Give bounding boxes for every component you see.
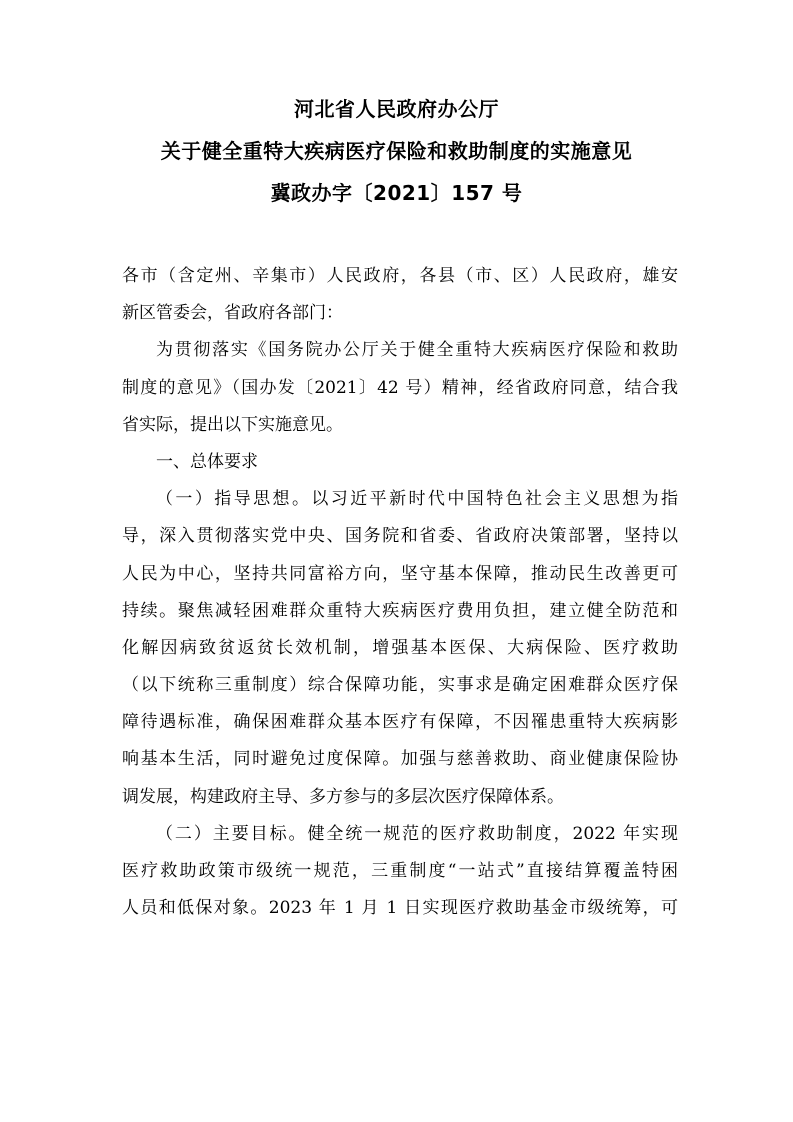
issuer-title: 河北省人民政府办公厅: [294, 97, 499, 121]
preamble-paragraph: [122, 332, 678, 444]
guiding-ideology-paragraph: [122, 481, 678, 816]
document-title-block: [0, 92, 793, 218]
paragraph-line: 新区管委会，省政府各部门：: [122, 303, 343, 324]
paragraph-line: 制度的意见》（国办发〔2021〕42 号）精神，经省政府同意，结合我: [122, 377, 678, 398]
paragraph-line: 省实际，提出以下实施意见。: [122, 414, 343, 435]
addressee-paragraph: [122, 258, 678, 332]
paragraph-line: （以下统称三重制度）综合保障功能，实事求是确定困难群众医疗保: [122, 675, 678, 696]
main-goals-paragraph: [122, 816, 678, 928]
paragraph-line: 为贯彻落实《国务院办公厅关于健全重特大疾病医疗保险和救助: [156, 340, 678, 361]
paragraph-line: 导，深入贯彻落实党中央、国务院和省委、省政府决策部署，坚持以: [122, 526, 678, 547]
paragraph-line: 持续。聚焦减轻困难群众重特大疾病医疗费用负担，建立健全防范和: [122, 600, 678, 621]
paragraph-line: 人民为中心，坚持共同富裕方向，坚守基本保障，推动民生改善更可: [122, 563, 678, 584]
paragraph-line: 调发展，构建政府主导、多方参与的多层次医疗保障体系。: [122, 786, 564, 807]
paragraph-line: （一）指导思想。以习近平新时代中国特色社会主义思想为指: [156, 489, 678, 510]
paragraph-line: 人员和低保对象。2023 年 1 月 1 日实现医疗救助基金市级统筹，可: [122, 898, 678, 919]
document-title: 关于健全重特大疾病医疗保险和救助制度的实施意见: [160, 139, 633, 163]
document-body: [122, 258, 678, 927]
section-heading: [122, 444, 678, 481]
paragraph-line: 障待遇标准，确保困难群众基本医疗有保障，不因罹患重特大疾病影: [122, 712, 678, 733]
document-number: 冀政办字〔2021〕157 号: [270, 181, 523, 205]
paragraph-line: 化解因病致贫返贫长效机制，增强基本医保、大病保险、医疗救助: [122, 637, 678, 658]
paragraph-line: 医疗救助政策市级统一规范，三重制度“一站式”直接结算覆盖特困: [122, 861, 678, 881]
section-heading-text: 一、总体要求: [156, 451, 258, 472]
paragraph-line: 响基本生活，同时避免过度保障。加强与慈善救助、商业健康保险协: [122, 749, 678, 770]
paragraph-line: （二）主要目标。健全统一规范的医疗救助制度，2022 年实现: [156, 823, 678, 844]
paragraph-line: 各市（含定州、辛集市）人民政府，各县（市、区）人民政府，雄安: [122, 266, 678, 286]
